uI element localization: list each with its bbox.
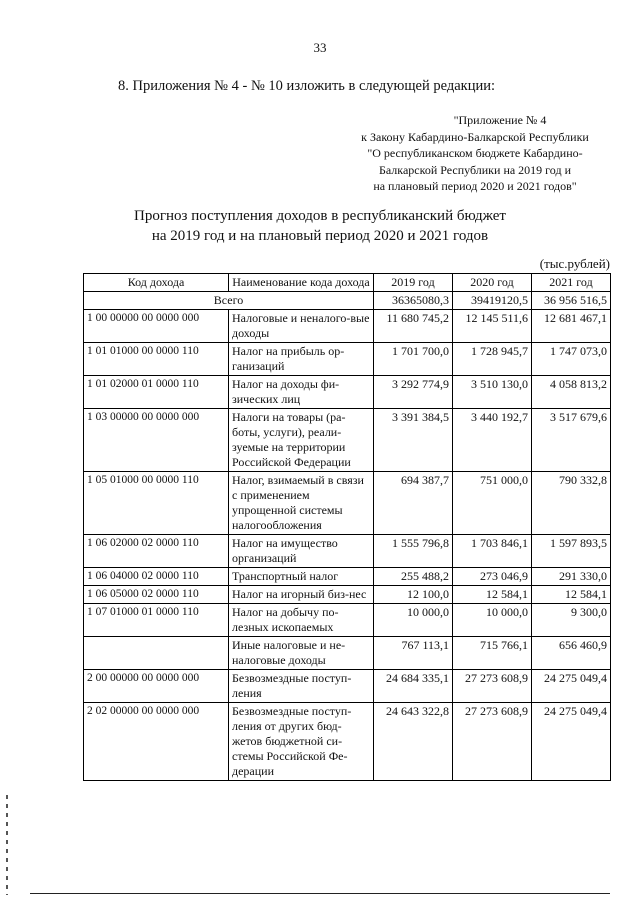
value-2020-cell: 12 145 511,6 bbox=[453, 310, 532, 343]
total-row bbox=[84, 292, 611, 310]
value-2019-cell: 3 391 384,5 bbox=[374, 409, 453, 472]
title-line: Прогноз поступления доходов в республиканский бюджет bbox=[134, 208, 506, 224]
table-row bbox=[84, 586, 611, 604]
header-2020: 2020 год bbox=[453, 274, 532, 292]
table-row bbox=[84, 637, 611, 670]
value-2019-cell: 3 292 774,9 bbox=[374, 376, 453, 409]
value-2021-cell: 1 747 073,0 bbox=[532, 343, 611, 376]
income-code-cell: 1 01 01000 00 0000 110 bbox=[84, 343, 229, 376]
value-2020-cell: 12 584,1 bbox=[453, 586, 532, 604]
income-name-cell: Налог на доходы фи-зических лиц bbox=[229, 376, 374, 409]
header-income-code: Код дохода bbox=[84, 274, 229, 292]
total-2019: 36365080,3 bbox=[374, 292, 453, 310]
value-2020-cell: 10 000,0 bbox=[453, 604, 532, 637]
header-2019: 2019 год bbox=[374, 274, 453, 292]
appendix-header bbox=[330, 112, 620, 195]
income-code-cell bbox=[84, 637, 229, 670]
table-row bbox=[84, 343, 611, 376]
income-code-cell: 1 06 02000 02 0000 110 bbox=[84, 535, 229, 568]
income-code-cell: 2 00 00000 00 0000 000 bbox=[84, 670, 229, 703]
income-name-cell: Налог, взимаемый в связи с применением упрощенной системы налогообложения bbox=[229, 472, 374, 535]
value-2021-cell: 291 330,0 bbox=[532, 568, 611, 586]
value-2019-cell: 12 100,0 bbox=[374, 586, 453, 604]
income-name-cell: Налог на игорный биз-нес bbox=[229, 586, 374, 604]
income-name-cell: Безвозмездные поступ-ления от других бюд-жетов бюджетной си-стемы Российской Фе-дерации bbox=[229, 703, 374, 781]
value-2021-cell: 12 681 467,1 bbox=[532, 310, 611, 343]
income-code-cell: 1 03 00000 00 0000 000 bbox=[84, 409, 229, 472]
value-2020-cell: 1 728 945,7 bbox=[453, 343, 532, 376]
scan-edge-mark bbox=[6, 795, 8, 895]
appendix-line: к Закону Кабардино-Балкарской Республики bbox=[361, 129, 589, 144]
value-2020-cell: 3 510 130,0 bbox=[453, 376, 532, 409]
income-code-cell: 1 06 05000 02 0000 110 bbox=[84, 586, 229, 604]
appendix-line: "О республиканском бюджете Кабардино- bbox=[367, 146, 583, 160]
income-code-cell: 1 01 02000 01 0000 110 bbox=[84, 376, 229, 409]
income-name-cell: Налог на имущество организаций bbox=[229, 535, 374, 568]
appendix-line: "Приложение № 4 bbox=[453, 113, 547, 127]
document-title bbox=[0, 206, 640, 246]
value-2020-cell: 751 000,0 bbox=[453, 472, 532, 535]
bottom-rule bbox=[30, 893, 610, 894]
value-2021-cell: 1 597 893,5 bbox=[532, 535, 611, 568]
value-2019-cell: 767 113,1 bbox=[374, 637, 453, 670]
table-row bbox=[84, 376, 611, 409]
title-line: на 2019 год и на плановый период 2020 и 2021 годов bbox=[151, 228, 489, 244]
header-income-name: Наименование кода дохода bbox=[229, 274, 374, 292]
value-2020-cell: 27 273 608,9 bbox=[453, 670, 532, 703]
value-2020-cell: 715 766,1 bbox=[453, 637, 532, 670]
table-row bbox=[84, 604, 611, 637]
income-name-cell: Безвозмездные поступ-ления bbox=[229, 670, 374, 703]
value-2021-cell: 3 517 679,6 bbox=[532, 409, 611, 472]
income-code-cell: 1 06 04000 02 0000 110 bbox=[84, 568, 229, 586]
value-2021-cell: 24 275 049,4 bbox=[532, 670, 611, 703]
value-2019-cell: 255 488,2 bbox=[374, 568, 453, 586]
table-row bbox=[84, 409, 611, 472]
value-2019-cell: 24 643 322,8 bbox=[374, 703, 453, 781]
value-2019-cell: 1 555 796,8 bbox=[374, 535, 453, 568]
table-row bbox=[84, 703, 611, 781]
appendix-line: Балкарской Республики на 2019 год и bbox=[378, 162, 571, 177]
value-2020-cell: 3 440 192,7 bbox=[453, 409, 532, 472]
income-name-cell: Транспортный налог bbox=[229, 568, 374, 586]
appendix-line: на плановый период 2020 и 2021 годов" bbox=[373, 179, 577, 193]
income-name-cell: Налог на добычу по-лезных ископаемых bbox=[229, 604, 374, 637]
table-row bbox=[84, 670, 611, 703]
total-2021: 36 956 516,5 bbox=[532, 292, 611, 310]
amendment-instruction: 8. Приложения № 4 - № 10 изложить в следующей редакции: bbox=[118, 78, 496, 94]
revenue-forecast-table bbox=[83, 273, 611, 781]
value-2020-cell: 1 703 846,1 bbox=[453, 535, 532, 568]
table-row bbox=[84, 472, 611, 535]
value-2019-cell: 694 387,7 bbox=[374, 472, 453, 535]
value-2021-cell: 4 058 813,2 bbox=[532, 376, 611, 409]
value-2019-cell: 24 684 335,1 bbox=[374, 670, 453, 703]
income-code-cell: 1 07 01000 01 0000 110 bbox=[84, 604, 229, 637]
income-code-cell: 1 00 00000 00 0000 000 bbox=[84, 310, 229, 343]
value-2019-cell: 10 000,0 bbox=[374, 604, 453, 637]
table-row bbox=[84, 568, 611, 586]
page-number: 33 bbox=[313, 40, 327, 55]
value-2019-cell: 11 680 745,2 bbox=[374, 310, 453, 343]
table-header-row bbox=[84, 274, 611, 292]
value-2020-cell: 27 273 608,9 bbox=[453, 703, 532, 781]
header-2021: 2021 год bbox=[532, 274, 611, 292]
total-2020: 39419120,5 bbox=[453, 292, 532, 310]
unit-label: (тыс.рублей) bbox=[539, 256, 610, 271]
value-2020-cell: 273 046,9 bbox=[453, 568, 532, 586]
value-2021-cell: 790 332,8 bbox=[532, 472, 611, 535]
income-name-cell: Налог на прибыль ор-ганизаций bbox=[229, 343, 374, 376]
value-2021-cell: 656 460,9 bbox=[532, 637, 611, 670]
income-name-cell: Иные налоговые и не-налоговые доходы bbox=[229, 637, 374, 670]
value-2021-cell: 24 275 049,4 bbox=[532, 703, 611, 781]
total-label: Всего bbox=[84, 292, 374, 310]
table-row bbox=[84, 310, 611, 343]
income-code-cell: 1 05 01000 00 0000 110 bbox=[84, 472, 229, 535]
income-name-cell: Налоги на товары (ра-боты, услуги), реали-зуемые на территории Российской Федерации bbox=[229, 409, 374, 472]
value-2021-cell: 9 300,0 bbox=[532, 604, 611, 637]
value-2021-cell: 12 584,1 bbox=[532, 586, 611, 604]
value-2019-cell: 1 701 700,0 bbox=[374, 343, 453, 376]
table-row bbox=[84, 535, 611, 568]
income-code-cell: 2 02 00000 00 0000 000 bbox=[84, 703, 229, 781]
income-name-cell: Налоговые и неналого-вые доходы bbox=[229, 310, 374, 343]
